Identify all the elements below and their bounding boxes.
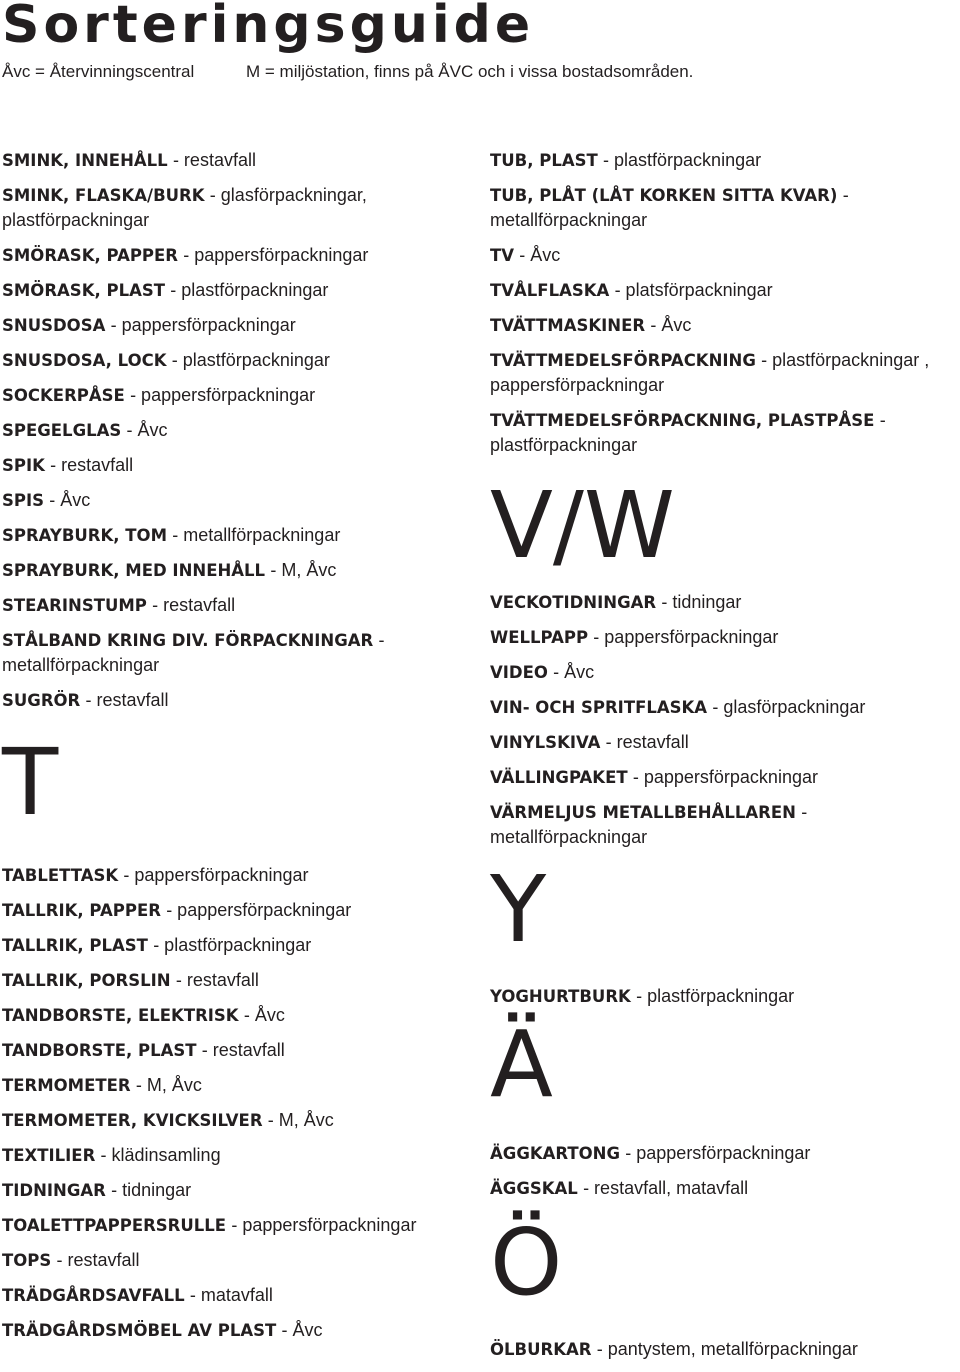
section-letter-t: T (2, 729, 59, 836)
item-name: ÄGGSKAL (490, 1179, 578, 1198)
item-name: SMÖRASK, PLAST (2, 281, 166, 300)
item-category: - plastförpackningar (170, 280, 329, 300)
item-name: WELLPAPP (490, 628, 589, 647)
item-name: SUGRÖR (2, 691, 81, 710)
item-name: TUB, PLAST (490, 151, 598, 170)
item-name: TOALETTPAPPERSRULLE (2, 1216, 227, 1235)
list-item (2, 148, 472, 173)
list-item (2, 348, 472, 373)
item-category: - restavfall (152, 595, 236, 615)
list-item (490, 1337, 960, 1362)
list-item (2, 453, 472, 478)
list-item (2, 1178, 472, 1203)
item-category: - glasförpackningar, plastförpackningar (2, 185, 367, 230)
item-category: - Åvc (126, 420, 168, 440)
legend-m: M = miljöstation, finns på ÅVC och i vissa bostadsområden. (246, 62, 694, 81)
list-item (490, 984, 960, 1009)
item-name: SPIS (2, 491, 44, 510)
list-item (2, 933, 472, 958)
list-item (2, 558, 472, 583)
item-category: - restavfall (175, 970, 259, 990)
item-category: - tidningar (661, 592, 742, 612)
item-name: VIN- OCH SPRITFLASKA (490, 698, 708, 717)
list-item (2, 418, 472, 443)
item-category: - restavfall (56, 1250, 140, 1270)
list-item (2, 243, 472, 268)
item-category: - tidningar (111, 1180, 192, 1200)
list-item (2, 1283, 472, 1308)
list-item (2, 523, 472, 548)
item-name: SMINK, FLASKA/BURK (2, 186, 205, 205)
list-item (2, 383, 472, 408)
list-item (2, 863, 472, 888)
entries-ae (490, 1141, 960, 1201)
right-column (490, 148, 960, 1372)
item-name: SPRAYBURK, MED INNEHÅLL (2, 561, 266, 580)
list-item (490, 800, 960, 850)
item-name: STÅLBAND KRING DIV. FÖRPACKNINGAR (2, 631, 374, 650)
item-category: - plastförpackningar , pappersförpackningar (490, 350, 930, 395)
item-category: - pantystem, metallförpackningar (596, 1339, 858, 1359)
item-name: YOGHURTBURK (490, 987, 631, 1006)
item-category: - metallförpackningar (2, 630, 385, 675)
list-item (490, 1176, 960, 1201)
item-name: SPRAYBURK, TOM (2, 526, 167, 545)
list-item (2, 313, 472, 338)
item-category: - glasförpackningar (712, 697, 866, 717)
item-name: TUB, PLÅT (LÅT KORKEN SITTA KVAR) (490, 186, 838, 205)
item-name: VECKOTIDNINGAR (490, 593, 657, 612)
legend-avc: Åvc = Återvinningscentral (2, 62, 195, 81)
list-item (2, 278, 472, 303)
item-category: - M, Åvc (270, 560, 337, 580)
item-name: TERMOMETER (2, 1076, 131, 1095)
entries-s (2, 148, 472, 713)
item-name: SPEGELGLAS (2, 421, 122, 440)
item-category: - Åvc (519, 245, 561, 265)
item-name: TIDNINGAR (2, 1181, 106, 1200)
item-name: TANDBORSTE, PLAST (2, 1041, 197, 1060)
entries-oe (490, 1337, 960, 1362)
list-item (490, 730, 960, 755)
list-item (2, 1038, 472, 1063)
item-category: - plastförpackningar (603, 150, 762, 170)
item-name: SMINK, INNEHÅLL (2, 151, 168, 170)
item-category: - pappersförpackningar (183, 245, 369, 265)
item-category: - metallförpackningar (490, 185, 849, 230)
item-name: SMÖRASK, PAPPER (2, 246, 178, 265)
list-item (2, 1003, 472, 1028)
item-category: - plastförpackningar (490, 410, 886, 455)
list-item (2, 593, 472, 618)
item-name: TABLETTASK (2, 866, 119, 885)
item-name: TV (490, 246, 515, 265)
list-item (490, 1141, 960, 1166)
list-item (490, 765, 960, 790)
item-name: TVÄTTMEDELSFÖRPACKNING, PLASTPÅSE (490, 411, 875, 430)
list-item (2, 1213, 472, 1238)
list-item (2, 1143, 472, 1168)
list-item (2, 488, 472, 513)
list-item (490, 695, 960, 720)
item-category: - klädinsamling (100, 1145, 221, 1165)
item-category: - Åvc (553, 662, 595, 682)
item-name: TALLRIK, PLAST (2, 936, 148, 955)
item-name: VÄRMELJUS METALLBEHÅLLAREN (490, 803, 796, 822)
list-item (2, 1073, 472, 1098)
left-column (2, 148, 472, 1353)
item-name: VÄLLINGPAKET (490, 768, 628, 787)
item-category: - plastförpackningar (171, 350, 330, 370)
entries-t-continued (490, 148, 960, 458)
list-item (490, 660, 960, 685)
item-name: TEXTILIER (2, 1146, 96, 1165)
item-category: - Åvc (243, 1005, 285, 1025)
item-category: - metallförpackningar (490, 802, 808, 847)
item-name: ÄGGKARTONG (490, 1144, 621, 1163)
item-name: TALLRIK, PAPPER (2, 901, 161, 920)
item-name: TRÄDGÅRDSMÖBEL AV PLAST (2, 1321, 277, 1340)
item-category: - pappersförpackningar (166, 900, 352, 920)
entries-t (2, 863, 472, 1343)
item-name: TVÄTTMASKINER (490, 316, 646, 335)
item-name: TRÄDGÅRDSAVFALL (2, 1286, 185, 1305)
item-category: - Åvc (650, 315, 692, 335)
item-category: - restavfall (85, 690, 169, 710)
item-name: TERMOMETER, KVICKSILVER (2, 1111, 263, 1130)
item-category: - restavfall (172, 150, 256, 170)
item-name: TANDBORSTE, ELEKTRISK (2, 1006, 239, 1025)
entries-vw (490, 590, 960, 850)
item-category: - M, Åvc (135, 1075, 202, 1095)
list-item (2, 183, 472, 233)
list-item (2, 1108, 472, 1133)
item-category: - restavfall, matavfall (583, 1178, 749, 1198)
section-letter-y: Y (490, 856, 547, 963)
item-category: - restavfall (50, 455, 134, 475)
item-category: - pappersförpackningar (625, 1143, 811, 1163)
list-item (2, 628, 472, 678)
legend (2, 62, 694, 82)
item-name: TVÅLFLASKA (490, 281, 610, 300)
item-category: - Åvc (49, 490, 91, 510)
list-item (490, 183, 960, 233)
item-category: - Åvc (281, 1320, 323, 1340)
item-category: - pappersförpackningar (130, 385, 316, 405)
item-category: - pappersförpackningar (110, 315, 296, 335)
section-letter-ae: Ä (490, 1011, 553, 1118)
page-title: Sorteringsguide (2, 0, 535, 55)
item-category: - plastförpackningar (153, 935, 312, 955)
item-category: - matavfall (189, 1285, 273, 1305)
item-category: - metallförpackningar (172, 525, 341, 545)
list-item (2, 898, 472, 923)
list-item (490, 408, 960, 458)
entries-y (490, 984, 960, 1009)
list-item (490, 278, 960, 303)
item-category: - pappersförpackningar (123, 865, 309, 885)
list-item (490, 590, 960, 615)
section-letter-oe: Ö (490, 1209, 563, 1316)
item-name: TOPS (2, 1251, 52, 1270)
section-letter-vw: V/W (490, 472, 675, 579)
list-item (490, 313, 960, 338)
item-name: SOCKERPÅSE (2, 386, 125, 405)
list-item (490, 243, 960, 268)
item-category: - restavfall (201, 1040, 285, 1060)
list-item (490, 148, 960, 173)
item-name: TALLRIK, PORSLIN (2, 971, 171, 990)
item-name: VINYLSKIVA (490, 733, 601, 752)
item-name: ÖLBURKAR (490, 1340, 592, 1359)
item-category: - pappersförpackningar (231, 1215, 417, 1235)
item-name: VIDEO (490, 663, 548, 682)
list-item (490, 625, 960, 650)
item-name: SPIK (2, 456, 45, 475)
item-name: SNUSDOSA, LOCK (2, 351, 167, 370)
item-name: SNUSDOSA (2, 316, 106, 335)
list-item (490, 348, 960, 398)
item-category: - M, Åvc (267, 1110, 334, 1130)
item-category: - platsförpackningar (614, 280, 773, 300)
list-item (2, 1318, 472, 1343)
item-category: - pappersförpackningar (593, 627, 779, 647)
item-name: STEARINSTUMP (2, 596, 147, 615)
item-name: TVÄTTMEDELSFÖRPACKNING (490, 351, 756, 370)
list-item (2, 968, 472, 993)
item-category: - plastförpackningar (636, 986, 795, 1006)
item-category: - pappersförpackningar (632, 767, 818, 787)
item-category: - restavfall (605, 732, 689, 752)
list-item (2, 688, 472, 713)
list-item (2, 1248, 472, 1273)
